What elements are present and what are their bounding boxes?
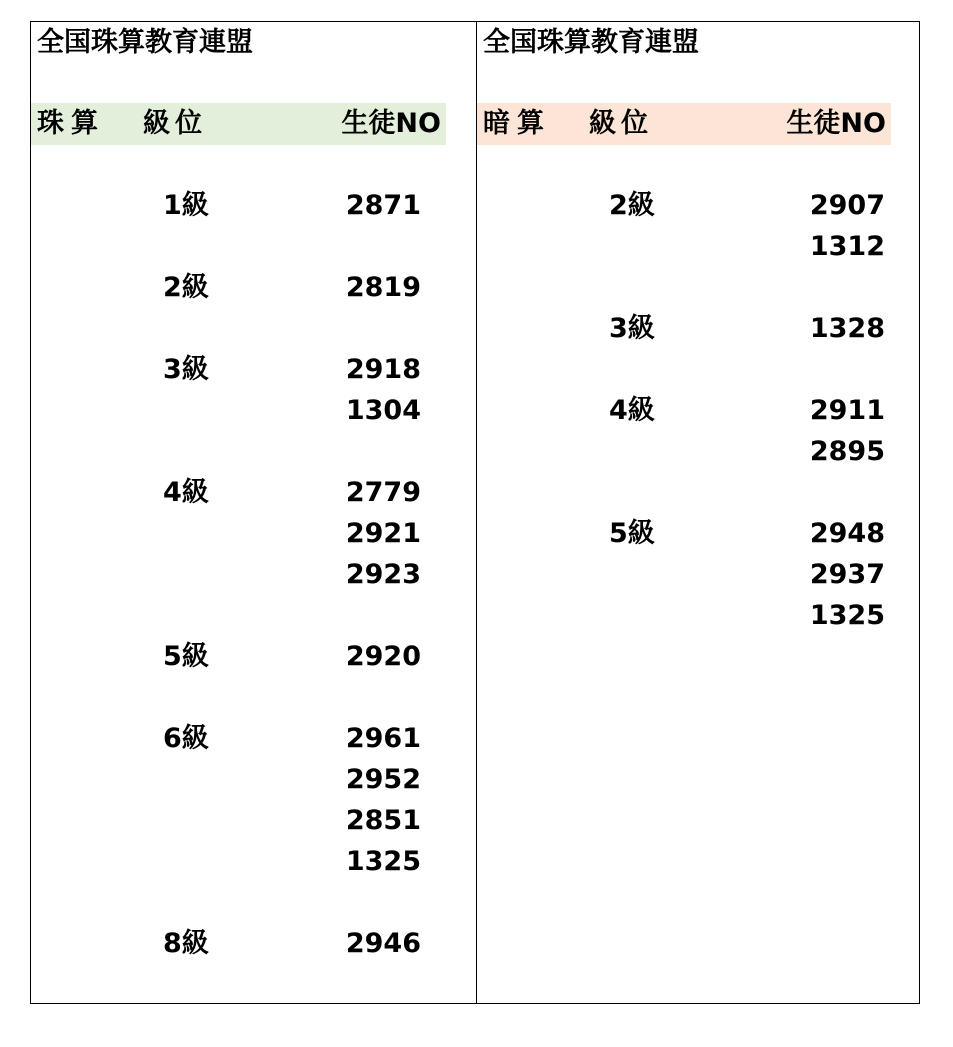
table-row xyxy=(31,595,476,636)
header-type: 珠算 xyxy=(37,108,105,139)
rank-cell: 1級 xyxy=(163,190,209,221)
rank-cell: 4級 xyxy=(163,477,209,508)
org-title: 全国珠算教育連盟 xyxy=(37,27,253,58)
header-student-no: 生徒NO xyxy=(341,108,441,139)
rank-cell: 2級 xyxy=(609,190,655,221)
table-row xyxy=(31,431,476,472)
table-row xyxy=(31,759,476,800)
table-row xyxy=(477,226,920,267)
org-title: 全国珠算教育連盟 xyxy=(483,27,699,58)
header-band xyxy=(31,103,446,145)
table-row xyxy=(477,185,920,226)
student-no-cell: 2937 xyxy=(809,559,885,590)
rank-cell: 3級 xyxy=(609,313,655,344)
rank-cell: 8級 xyxy=(163,928,209,959)
table-row xyxy=(477,349,920,390)
table-row xyxy=(31,841,476,882)
student-no-cell: 2946 xyxy=(345,928,421,959)
student-no-cell: 2895 xyxy=(809,436,885,467)
header-rank: 級位 xyxy=(589,108,653,139)
rank-cell: 6級 xyxy=(163,723,209,754)
table-row xyxy=(477,390,920,431)
rank-cell: 5級 xyxy=(163,641,209,672)
table-row xyxy=(31,267,476,308)
student-no-cell: 2923 xyxy=(345,559,421,590)
table-row xyxy=(31,718,476,759)
student-no-cell: 1312 xyxy=(809,231,885,262)
student-no-cell: 1304 xyxy=(345,395,421,426)
table-row xyxy=(31,226,476,267)
table-row xyxy=(31,185,476,226)
student-no-cell: 2921 xyxy=(345,518,421,549)
header-type: 暗算 xyxy=(483,108,551,139)
student-no-cell: 2819 xyxy=(345,272,421,303)
student-no-cell: 2948 xyxy=(809,518,885,549)
table-row xyxy=(31,513,476,554)
table-row xyxy=(477,431,920,472)
table-row xyxy=(31,800,476,841)
table-row xyxy=(477,267,920,308)
student-no-cell: 1328 xyxy=(809,313,885,344)
mental-arithmetic-panel xyxy=(477,21,920,1004)
rank-cell: 2級 xyxy=(163,272,209,303)
student-no-cell: 2779 xyxy=(345,477,421,508)
student-no-cell: 2961 xyxy=(345,723,421,754)
student-no-cell: 2851 xyxy=(345,805,421,836)
rank-cell: 4級 xyxy=(609,395,655,426)
table-row xyxy=(477,308,920,349)
student-no-cell: 2952 xyxy=(345,764,421,795)
header-student-no: 生徒NO xyxy=(786,108,886,139)
table-row xyxy=(477,595,920,636)
student-no-cell: 1325 xyxy=(809,600,885,631)
rank-cell: 5級 xyxy=(609,518,655,549)
student-no-cell: 2911 xyxy=(809,395,885,426)
table-row xyxy=(31,636,476,677)
table-row xyxy=(31,677,476,718)
student-no-cell: 2907 xyxy=(809,190,885,221)
student-no-cell: 1325 xyxy=(345,846,421,877)
table-row xyxy=(477,472,920,513)
table-row xyxy=(477,513,920,554)
header-rank: 級位 xyxy=(143,108,207,139)
rank-cell: 3級 xyxy=(163,354,209,385)
table-row xyxy=(477,554,920,595)
table-row xyxy=(31,923,476,964)
table-row xyxy=(31,554,476,595)
student-no-cell: 2871 xyxy=(345,190,421,221)
student-no-cell: 2918 xyxy=(345,354,421,385)
student-no-cell: 2920 xyxy=(345,641,421,672)
table-row xyxy=(31,308,476,349)
header-band xyxy=(477,103,891,145)
soroban-panel xyxy=(31,21,476,1004)
table-row xyxy=(31,472,476,513)
table-row xyxy=(31,349,476,390)
table-row xyxy=(31,390,476,431)
table-row xyxy=(31,882,476,923)
